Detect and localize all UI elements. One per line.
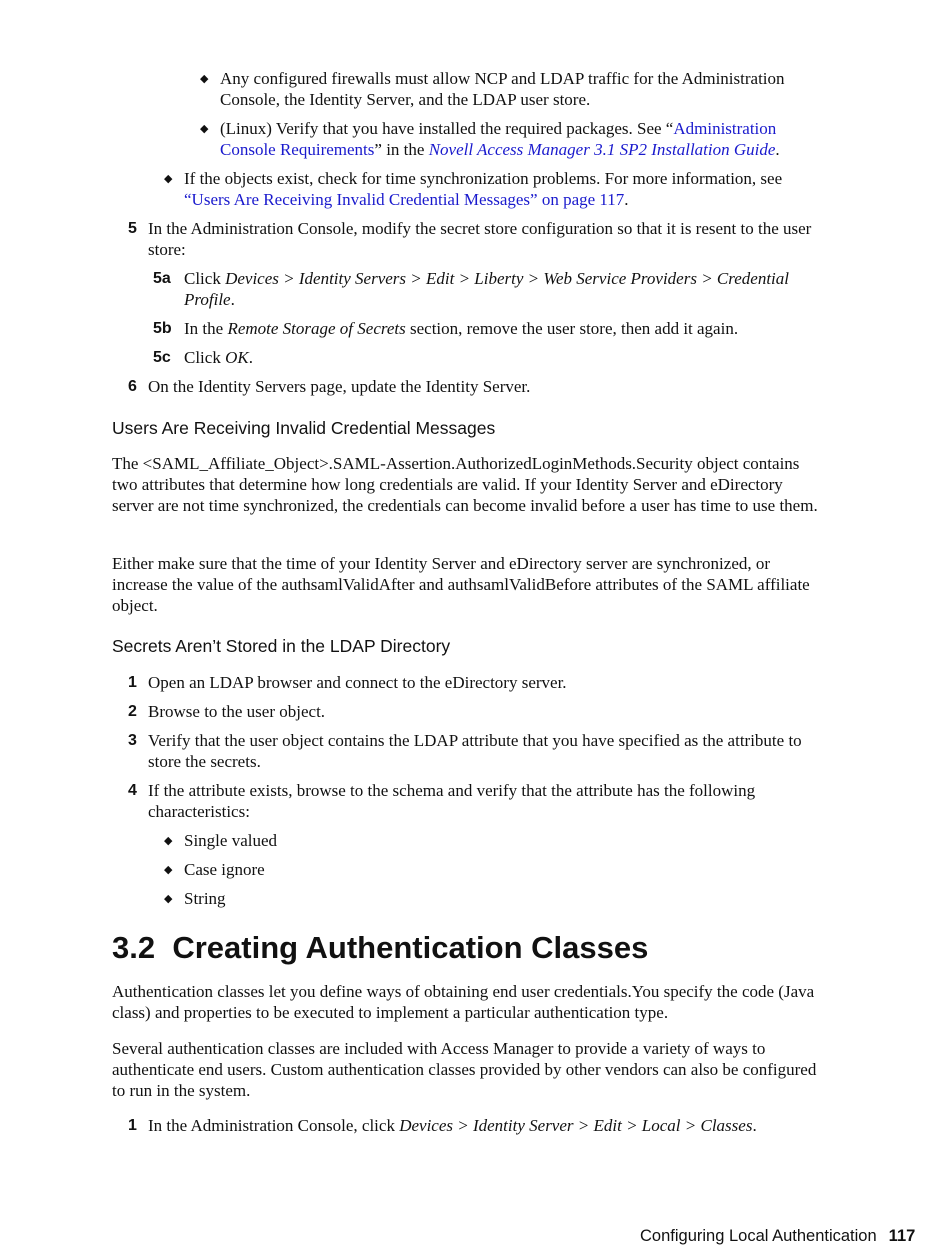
section-heading-3-2: 3.2 Creating Authentication Classes (112, 930, 649, 965)
step-1-ldap: Open an LDAP browser and connect to the eDirectory server. (148, 673, 567, 692)
heading-secrets-not-stored: Secrets Aren’t Stored in the LDAP Directory (112, 636, 451, 656)
characteristic-item: Case ignore (184, 860, 265, 879)
step-number: 6 (128, 378, 137, 395)
paragraph-classes-included: Several authentication classes are included with Access Manager to provide a variety of ways to authenticate end users. Custom authentication classes provided by other vendors can also be configured to run in the system. (112, 1039, 817, 1100)
page-number: 117 (888, 1227, 916, 1245)
step-5: In the Administration Console, modify the secret store configuration so that it is resent to the user store: (148, 219, 812, 259)
ui-path: Devices > Identity Servers > Edit > Liberty > Web Service Providers > Credential Profile (184, 269, 790, 309)
ui-button-name: OK (225, 348, 249, 367)
step-5a: Click Devices > Identity Servers > Edit > Liberty > Web Service Providers > Credential Profile. (184, 269, 790, 309)
bullet-time-sync: If the objects exist, check for time synchronization problems. For more information, see “Users Are Receiving Invalid Credential Messages” on page 117. (184, 169, 783, 209)
paragraph-saml-object: The <SAML_Affiliate_Object>.SAML-Assertion.AuthorizedLoginMethods.Security object contains two attributes that determine how long credentials are valid. If your Identity Server and eDirectory server are not time synchronized, the credentials can become invalid before a user has time to use them. (112, 454, 818, 515)
step-number: 5b (153, 320, 172, 337)
step-number: 5a (153, 270, 171, 287)
step-number: 3 (128, 732, 137, 749)
step-number: 2 (128, 703, 137, 720)
bullet-icon: ◆ (164, 172, 173, 185)
step-number: 5c (153, 349, 171, 366)
ui-path: Devices > Identity Server > Edit > Local > Classes (399, 1116, 753, 1135)
paragraph-time-sync: Either make sure that the time of your Identity Server and eDirectory server are synchronized, or increase the value of the authsamlValidAfter and authsamlValidBefore attributes of the SAML affiliate object. (112, 554, 810, 615)
heading-invalid-credentials: Users Are Receiving Invalid Credential Messages (112, 418, 496, 438)
step-number: 4 (128, 782, 137, 799)
bullet-icon: ◆ (200, 122, 209, 135)
characteristic-item: String (184, 889, 226, 908)
step-2-browse: Browse to the user object. (148, 702, 326, 721)
step-number: 1 (128, 1117, 137, 1134)
step-1-classes: In the Administration Console, click Devices > Identity Server > Edit > Local > Classes. (148, 1116, 757, 1135)
bullet-linux-packages: (Linux) Verify that you have installed the required packages. See “Administration Console Requirements” in the Novell Access Manager 3.1 SP2 Installation Guide. (220, 119, 780, 159)
paragraph-classes-define: Authentication classes let you define ways of obtaining end user credentials.You specify the code (Java class) and properties to be executed to implement a particular authentication type. (112, 982, 815, 1022)
bullet-icon: ◆ (164, 863, 173, 876)
step-6: On the Identity Servers page, update the Identity Server. (148, 377, 531, 396)
ui-section-name: Remote Storage of Secrets (227, 319, 406, 338)
step-4-schema: If the attribute exists, browse to the schema and verify that the attribute has the following characteristics: (148, 781, 756, 821)
page-footer (640, 1225, 930, 1247)
step-3-verify: Verify that the user object contains the LDAP attribute that you have specified as the attribute to store the secrets. (148, 731, 802, 771)
bullet-firewalls: Any configured firewalls must allow NCP and LDAP traffic for the Administration Console, the Identity Server, and the LDAP user store. (220, 69, 785, 109)
link-admin-console-requirements[interactable]: Administration Console Requirements (220, 119, 777, 159)
bullet-icon: ◆ (200, 72, 209, 85)
step-5b: In the Remote Storage of Secrets section, remove the user store, then add it again. (184, 319, 739, 338)
step-number: 1 (128, 674, 137, 691)
characteristic-item: Single valued (184, 831, 278, 850)
link-installation-guide[interactable]: Novell Access Manager 3.1 SP2 Installation Guide (428, 140, 776, 159)
link-invalid-credential-messages[interactable]: “Users Are Receiving Invalid Credential Messages” on page 117 (184, 190, 625, 209)
bullet-icon: ◆ (164, 834, 173, 847)
footer-title: Configuring Local Authentication (640, 1227, 877, 1245)
bullet-icon: ◆ (164, 892, 173, 905)
step-number: 5 (128, 220, 137, 237)
step-5c: Click OK. (184, 348, 253, 367)
